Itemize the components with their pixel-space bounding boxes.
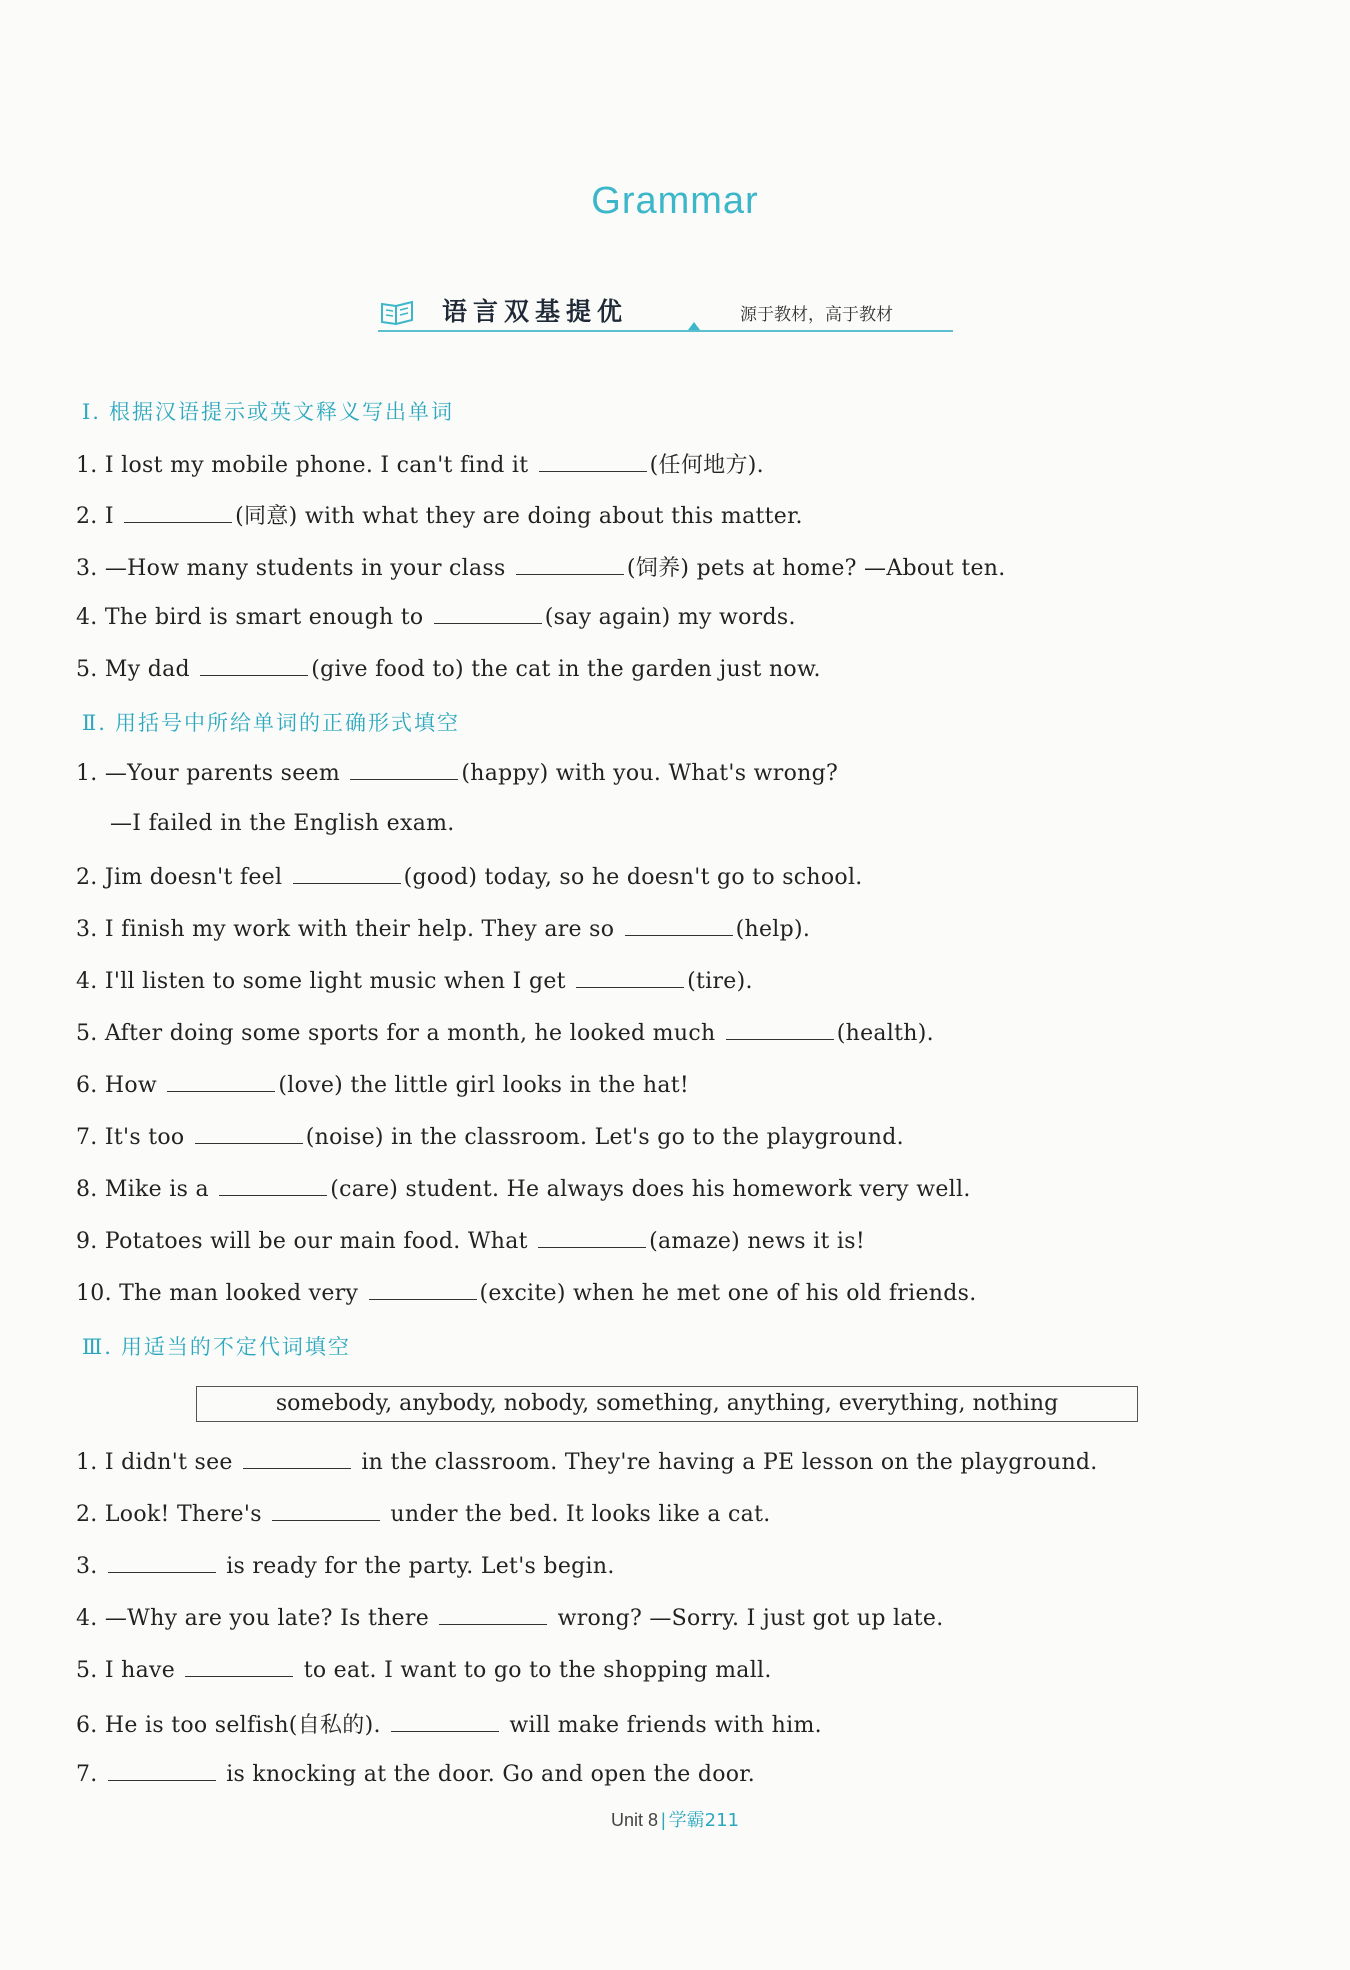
answer-blank[interactable] <box>293 863 401 884</box>
answer-blank[interactable] <box>576 967 684 988</box>
footer-brand: 学霸 <box>668 1810 705 1831</box>
question-1-1: 1. I lost my mobile phone. I can't find it (任何地方). <box>76 453 764 478</box>
answer-blank[interactable] <box>195 1123 303 1144</box>
footer-unit: Unit 8 <box>610 1810 658 1830</box>
page-number: 211 <box>704 1810 740 1831</box>
section-heading-1: Ⅰ. 根据汉语提示或英文释义写出单词 <box>82 400 454 424</box>
answer-blank[interactable] <box>219 1175 327 1196</box>
answer-blank[interactable] <box>726 1019 834 1040</box>
book-icon <box>378 296 418 332</box>
banner-subtitle: 源于教材，高于教材 <box>740 305 893 325</box>
section-banner <box>378 292 953 332</box>
question-3-7: 7. is knocking at the door. Go and open the door. <box>76 1762 755 1787</box>
answer-blank[interactable] <box>369 1279 477 1300</box>
page-title: Grammar <box>591 180 759 222</box>
question-2-3: 3. I finish my work with their help. They are so (help). <box>76 917 811 942</box>
question-1-4: 4. The bird is smart enough to (say again) my words. <box>76 605 796 630</box>
banner-title: 语言双基提优 <box>442 297 629 326</box>
question-2-4: 4. I'll listen to some light music when I get (tire). <box>76 969 753 994</box>
question-3-4: 4. —Why are you late? Is there wrong? —Sorry. I just got up late. <box>76 1606 944 1631</box>
answer-blank[interactable] <box>243 1448 351 1469</box>
answer-blank[interactable] <box>108 1552 216 1573</box>
question-2-8: 8. Mike is a (care) student. He always does his homework very well. <box>76 1177 971 1202</box>
question-2-7: 7. It's too (noise) in the classroom. Let's go to the playground. <box>76 1125 904 1150</box>
question-2-6: 6. How (love) the little girl looks in the hat! <box>76 1073 690 1098</box>
page-footer: Unit 8 | 学霸211 <box>610 1810 740 1831</box>
question-1-2: 2. I (同意) with what they are doing about this matter. <box>76 504 803 529</box>
question-3-5: 5. I have to eat. I want to go to the shopping mall. <box>76 1658 772 1683</box>
answer-blank[interactable] <box>625 915 733 936</box>
answer-blank[interactable] <box>185 1656 293 1677</box>
answer-blank[interactable] <box>439 1604 547 1625</box>
answer-blank[interactable] <box>200 655 308 676</box>
question-2-10: 10. The man looked very (excite) when he met one of his old friends. <box>76 1281 977 1306</box>
answer-blank[interactable] <box>434 603 542 624</box>
answer-blank[interactable] <box>167 1071 275 1092</box>
section-heading-2: Ⅱ. 用括号中所给单词的正确形式填空 <box>82 711 460 735</box>
banner-rule <box>378 330 953 332</box>
question-2-1-reply: —I failed in the English exam. <box>110 811 455 836</box>
question-3-6: 6. He is too selfish(自私的). will make friends with him. <box>76 1713 822 1738</box>
question-3-3: 3. is ready for the party. Let's begin. <box>76 1554 615 1579</box>
word-bank: somebody, anybody, nobody, something, anything, everything, nothing <box>196 1386 1138 1422</box>
banner-triangle <box>688 322 700 330</box>
question-1-5: 5. My dad (give food to) the cat in the garden just now. <box>76 657 821 682</box>
question-2-1: 1. —Your parents seem (happy) with you. What's wrong? <box>76 761 839 786</box>
answer-blank[interactable] <box>108 1760 216 1781</box>
question-3-2: 2. Look! There's under the bed. It looks like a cat. <box>76 1502 771 1527</box>
answer-blank[interactable] <box>539 451 647 472</box>
section-heading-3: Ⅲ. 用适当的不定代词填空 <box>82 1335 351 1359</box>
question-2-9: 9. Potatoes will be our main food. What (amaze) news it is! <box>76 1229 865 1254</box>
question-2-2: 2. Jim doesn't feel (good) today, so he doesn't go to school. <box>76 865 863 890</box>
answer-blank[interactable] <box>272 1500 380 1521</box>
answer-blank[interactable] <box>391 1711 499 1732</box>
answer-blank[interactable] <box>516 554 624 575</box>
answer-blank[interactable] <box>124 502 232 523</box>
question-1-3: 3. —How many students in your class (饲养) pets at home? —About ten. <box>76 556 1006 581</box>
question-3-1: 1. I didn't see in the classroom. They're having a PE lesson on the playground. <box>76 1450 1098 1475</box>
answer-blank[interactable] <box>538 1227 646 1248</box>
question-2-5: 5. After doing some sports for a month, he looked much (health). <box>76 1021 934 1046</box>
answer-blank[interactable] <box>350 759 458 780</box>
